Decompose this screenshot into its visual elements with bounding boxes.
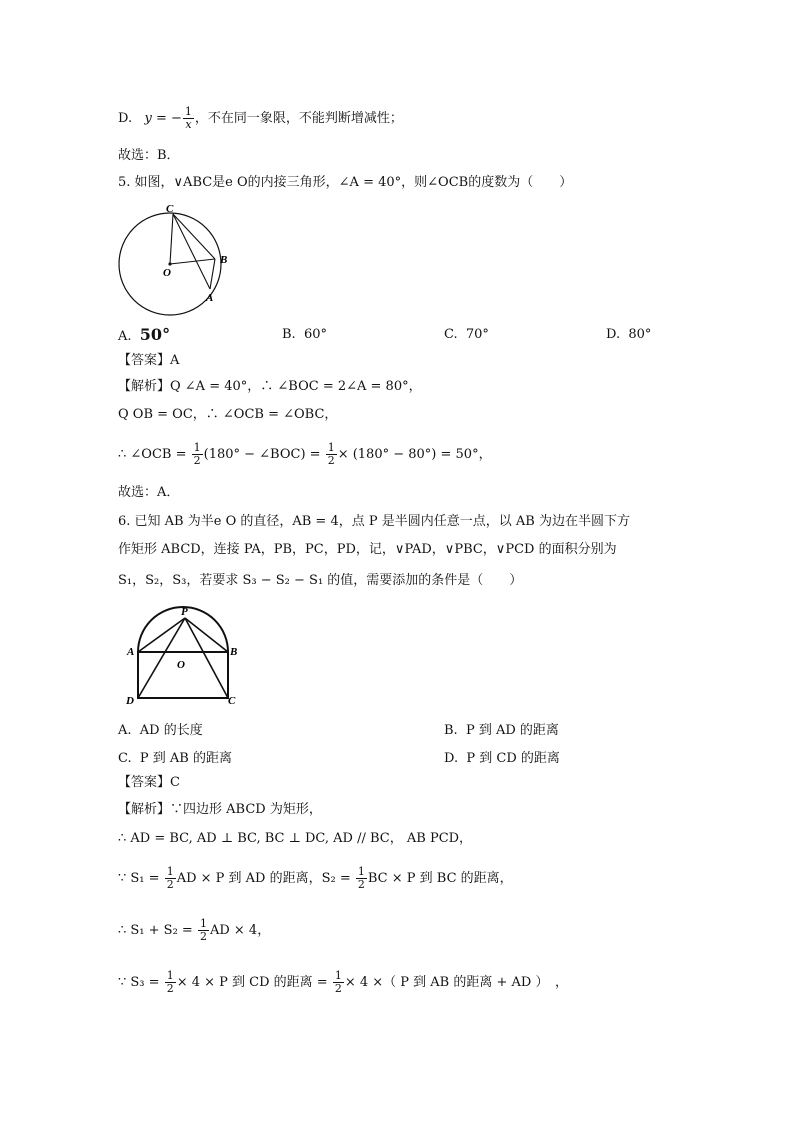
denominator: 2 bbox=[166, 982, 174, 995]
numerator: 1 bbox=[193, 441, 201, 454]
segment-cb bbox=[173, 214, 215, 259]
option-d-line bbox=[118, 106, 403, 131]
expr-part: ∴ S₁ + S₂ = bbox=[118, 923, 197, 938]
denominator: x bbox=[185, 118, 192, 131]
option-text: 50° bbox=[139, 325, 171, 344]
circle-figure bbox=[116, 202, 242, 318]
expr-part: ∴ ∠OCB = bbox=[118, 447, 191, 462]
option-letter: A. bbox=[118, 723, 132, 738]
question-5: 5. 如图，∨ABC是e O的内接三角形，∠A = 40°，则∠OCB的度数为（ ） bbox=[118, 175, 573, 190]
solution-6-line-1: 【解析】∵四边形 ABCD 为矩形， bbox=[118, 802, 322, 817]
option-letter: D. bbox=[606, 327, 621, 342]
fraction-half bbox=[356, 866, 367, 891]
solution-5-line-3 bbox=[118, 442, 492, 467]
question-6-line-3: S₁，S₂，S₃，若要求 S₃ − S₂ − S₁ 的值，需要添加的条件是（ ） bbox=[118, 573, 523, 588]
q5-option-c bbox=[444, 327, 489, 342]
equals-minus: = − bbox=[151, 111, 182, 126]
segment-ca bbox=[173, 214, 210, 289]
numerator: 1 bbox=[166, 969, 174, 982]
option-text: 60° bbox=[303, 327, 327, 342]
denominator: 2 bbox=[193, 454, 201, 467]
option-letter: C. bbox=[118, 751, 132, 766]
expr-part: ∵ S₃ = bbox=[118, 975, 164, 990]
denominator: 2 bbox=[166, 878, 174, 891]
q5-option-b bbox=[282, 327, 327, 342]
option-d-text: ，不在同一象限，不能判断增减性； bbox=[194, 111, 403, 126]
solution-6-line-3 bbox=[118, 866, 513, 891]
label-b: B bbox=[220, 254, 228, 266]
label-a: A bbox=[206, 292, 214, 304]
label-o: O bbox=[177, 659, 185, 671]
denominator: 2 bbox=[334, 982, 342, 995]
denominator: 2 bbox=[199, 930, 207, 943]
option-text: P 到 AB 的距离 bbox=[139, 751, 232, 766]
expr-part: BC × P 到 BC 的距离， bbox=[367, 871, 513, 886]
expr-part: (180° − ∠BOC) = bbox=[203, 447, 325, 462]
fraction-half bbox=[326, 442, 337, 467]
fraction-half bbox=[165, 970, 176, 995]
solution-6-line-5 bbox=[118, 970, 568, 995]
segment-oc bbox=[170, 214, 173, 264]
option-text: 70° bbox=[465, 327, 489, 342]
label-d: D bbox=[126, 695, 134, 707]
semicircle-figure bbox=[124, 604, 242, 708]
expr-part: AD × P 到 AD 的距离，S₂ = bbox=[176, 871, 355, 886]
expr-part: × 4 × P 到 CD 的距离 = bbox=[176, 975, 332, 990]
denominator: 2 bbox=[357, 878, 365, 891]
option-letter: B. bbox=[444, 723, 458, 738]
numerator: 1 bbox=[334, 969, 342, 982]
solution-5-line-1: 【解析】Q ∠A = 40°，∴ ∠BOC = 2∠A = 80°， bbox=[118, 379, 422, 394]
expr-part: ∵ S₁ = bbox=[118, 871, 164, 886]
numerator: 1 bbox=[357, 865, 365, 878]
q6-option-a bbox=[118, 719, 203, 738]
fraction bbox=[183, 106, 194, 131]
numerator: 1 bbox=[184, 105, 192, 118]
solution-6-line-4 bbox=[118, 918, 270, 943]
segment-ba bbox=[210, 259, 215, 289]
choose-b: 故选：B． bbox=[118, 148, 180, 163]
fraction-half bbox=[198, 918, 209, 943]
center-dot bbox=[168, 262, 171, 265]
option-text: AD 的长度 bbox=[139, 723, 203, 738]
option-letter: B. bbox=[282, 327, 296, 342]
label-o: O bbox=[163, 267, 171, 279]
segment-ob bbox=[170, 259, 215, 264]
option-letter: D. bbox=[118, 111, 133, 126]
q6-option-b bbox=[444, 719, 559, 738]
numerator: 1 bbox=[327, 441, 335, 454]
fraction-half bbox=[165, 866, 176, 891]
label-a: A bbox=[127, 646, 135, 658]
numerator: 1 bbox=[166, 865, 174, 878]
var-y: y bbox=[144, 111, 152, 126]
option-letter: A. bbox=[118, 329, 132, 344]
segment-pd bbox=[138, 618, 185, 698]
answer-5: 【答案】A bbox=[118, 353, 180, 368]
option-text: 80° bbox=[628, 327, 652, 342]
answer-6: 【答案】C bbox=[118, 775, 180, 790]
denominator: 2 bbox=[327, 454, 335, 467]
question-6-line-2: 作矩形 ABCD，连接 PA，PB，PC，PD，记，∨PAD，∨PBC，∨PCD 的面积分别为 bbox=[118, 542, 617, 557]
option-letter: D. bbox=[444, 751, 459, 766]
fraction-half bbox=[333, 970, 344, 995]
question-6-line-1: 6. 已知 AB 为半e O 的直径，AB = 4，点 P 是半圆内任意一点，以 AB 为边在半圆下方 bbox=[118, 514, 630, 529]
option-text: P 到 CD 的距离 bbox=[466, 751, 560, 766]
option-letter: C. bbox=[444, 327, 458, 342]
choose-a: 故选：A． bbox=[118, 485, 180, 500]
q5-option-a bbox=[118, 325, 170, 344]
segment-pb bbox=[185, 618, 228, 652]
numerator: 1 bbox=[199, 917, 207, 930]
label-c: C bbox=[228, 695, 236, 707]
option-text: P 到 AD 的距离 bbox=[465, 723, 559, 738]
solution-6-line-2: ∴ AD = BC, AD ⊥ BC, BC ⊥ DC, AD // BC， AB PCD， bbox=[118, 831, 473, 846]
expr-part: AD × 4， bbox=[209, 923, 271, 938]
label-b: B bbox=[230, 646, 238, 658]
segment-pa bbox=[138, 618, 185, 652]
q5-option-d bbox=[606, 327, 651, 342]
label-p: P bbox=[181, 606, 188, 618]
label-c: C bbox=[166, 203, 174, 215]
solution-5-line-2: Q OB = OC，∴ ∠OCB = ∠OBC， bbox=[118, 407, 338, 422]
fraction-half bbox=[192, 442, 203, 467]
expr-part: × (180° − 80°) = 50°， bbox=[337, 447, 492, 462]
q6-option-d bbox=[444, 747, 560, 766]
q6-option-c bbox=[118, 747, 232, 766]
expr-part: × 4 ×（ P 到 AB 的距离 + AD ） ， bbox=[344, 975, 568, 990]
